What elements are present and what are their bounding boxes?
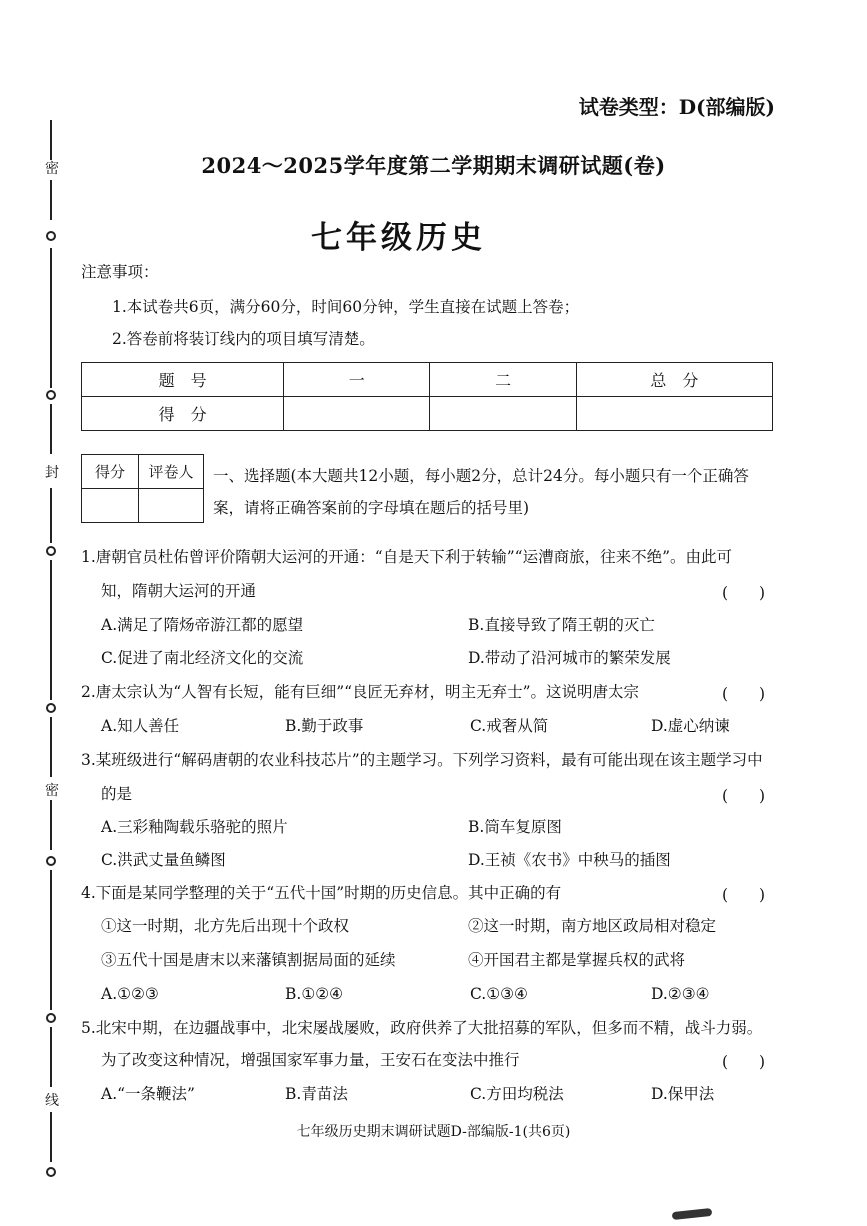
binding-line — [50, 1027, 52, 1087]
option: A.满足了隋炀帝游江都的愿望 — [101, 616, 304, 634]
binding-char-xian: 线 — [45, 1093, 59, 1109]
question-2-stem: 2.唐太宗认为“人智有长短，能有巨细”“良匠无弃材，明主无弃士”。这说明唐太宗 — [81, 683, 639, 701]
answer-bracket[interactable]: ( ) — [722, 787, 766, 805]
option: D.保甲法 — [651, 1085, 715, 1103]
score-table-cell: 一 — [284, 363, 430, 397]
binding-char-mi: 密 — [45, 161, 59, 177]
section-heading: 一、选择题(本大题共12小题，每小题2分，总计24分。每小题只有一个正确答 — [213, 467, 749, 485]
note-item: 1.本试卷共6页，满分60分，时间60分钟，学生直接在试题上答卷； — [112, 298, 580, 316]
score-input-cell[interactable] — [284, 397, 430, 431]
option: C.①③④ — [470, 985, 528, 1003]
grader-box — [81, 454, 204, 523]
binding-line — [50, 870, 52, 1010]
option: C.方田均税法 — [470, 1085, 564, 1103]
paper-type-label: 试卷类型：D(部编版) — [578, 95, 775, 119]
answer-bracket[interactable]: ( ) — [722, 1053, 766, 1071]
option: D.虚心纳谏 — [651, 717, 730, 735]
score-table-score-row — [82, 397, 773, 431]
option: A.三彩釉陶载乐骆驼的照片 — [101, 818, 288, 836]
grader-score-cell[interactable] — [82, 489, 139, 523]
option: D.王祯《农书》中秧马的插图 — [468, 851, 671, 869]
option: C.促进了南北经济文化的交流 — [101, 649, 304, 667]
binding-line — [50, 800, 52, 850]
binding-line — [50, 404, 52, 454]
option: D.带动了沿河城市的繁荣发展 — [468, 649, 671, 667]
option: D.②③④ — [651, 985, 710, 1003]
answer-bracket[interactable]: ( ) — [722, 685, 766, 703]
option: B.①②④ — [285, 985, 344, 1003]
question-1-stem: 1.唐朝官员杜佑曾评价隋朝大运河的开通：“自是天下利于转输”“运漕商旅，往来不绝”。由此可 — [81, 548, 732, 566]
binding-line — [50, 248, 52, 388]
notes-heading: 注意事项： — [81, 263, 159, 281]
score-table-cell: 总 分 — [576, 363, 772, 397]
option: B.筒车复原图 — [468, 818, 562, 836]
option: B.直接导致了隋王朝的灭亡 — [468, 616, 655, 634]
binding-char-feng: 封 — [45, 465, 59, 481]
option: A.“一条鞭法” — [101, 1085, 195, 1103]
subject-title: 七年级历史 — [311, 220, 486, 256]
option: C.洪武丈量鱼鳞图 — [101, 851, 226, 869]
statement: ①这一时期，北方先后出现十个政权 — [101, 917, 350, 935]
grader-name-label: 评卷人 — [139, 455, 204, 489]
grader-score-label: 得分 — [82, 455, 139, 489]
score-table-header-row — [82, 363, 773, 397]
option: B.勤于政事 — [285, 717, 364, 735]
binding-char-mi-2: 密 — [45, 783, 59, 799]
section-heading-cont: 案，请将正确答案前的字母填在题后的括号里) — [213, 499, 530, 517]
page-footer: 七年级历史期末调研试题D-部编版-1(共6页) — [296, 1124, 571, 1140]
note-item: 2.答卷前将装订线内的项目填写清楚。 — [112, 330, 375, 348]
statement: ②这一时期，南方地区政局相对稳定 — [468, 917, 717, 935]
exam-title: 2024～2025学年度第二学期期末调研试题(卷) — [201, 153, 666, 178]
answer-bracket[interactable]: ( ) — [722, 584, 766, 602]
score-input-cell[interactable] — [430, 397, 576, 431]
question-5-stem-cont: 为了改变这种情况，增强国家军事力量，王安石在变法中推行 — [101, 1051, 520, 1069]
option: C.戒奢从简 — [470, 717, 549, 735]
score-table-cell: 二 — [430, 363, 576, 397]
score-table-cell: 题 号 — [82, 363, 284, 397]
answer-bracket[interactable]: ( ) — [722, 886, 766, 904]
binding-line — [50, 560, 52, 700]
binding-line — [50, 717, 52, 777]
binding-margin — [0, 0, 100, 1226]
question-1-stem-cont: 知，隋朝大运河的开通 — [101, 582, 257, 600]
option: A.知人善任 — [101, 717, 180, 735]
binding-hole — [46, 856, 56, 866]
binding-hole — [46, 390, 56, 400]
score-input-cell[interactable] — [576, 397, 772, 431]
statement: ④开国君主都是掌握兵权的武将 — [468, 951, 686, 969]
option: B.青苗法 — [285, 1085, 348, 1103]
statement: ③五代十国是唐末以来藩镇割据局面的延续 — [101, 951, 396, 969]
question-4-stem: 4.下面是某同学整理的关于“五代十国”时期的历史信息。其中正确的有 — [81, 884, 562, 902]
scan-smudge — [672, 1208, 713, 1220]
binding-hole — [46, 1167, 56, 1177]
score-row-label: 得 分 — [82, 397, 284, 431]
question-3-stem-cont: 的是 — [101, 785, 133, 803]
score-table — [81, 362, 773, 431]
binding-hole — [46, 703, 56, 713]
grader-name-cell[interactable] — [139, 489, 204, 523]
question-5-stem: 5.北宋中期，在边疆战事中，北宋屡战屡败，政府供养了大批招募的军队，但多而不精，战斗力弱。 — [81, 1019, 763, 1037]
binding-hole — [46, 1013, 56, 1023]
binding-line — [50, 488, 52, 543]
option: A.①②③ — [101, 985, 159, 1003]
question-3-stem: 3.某班级进行“解码唐朝的农业科技芯片”的主题学习。下列学习资料，最有可能出现在该主题学习中 — [81, 751, 763, 769]
binding-hole — [46, 546, 56, 556]
